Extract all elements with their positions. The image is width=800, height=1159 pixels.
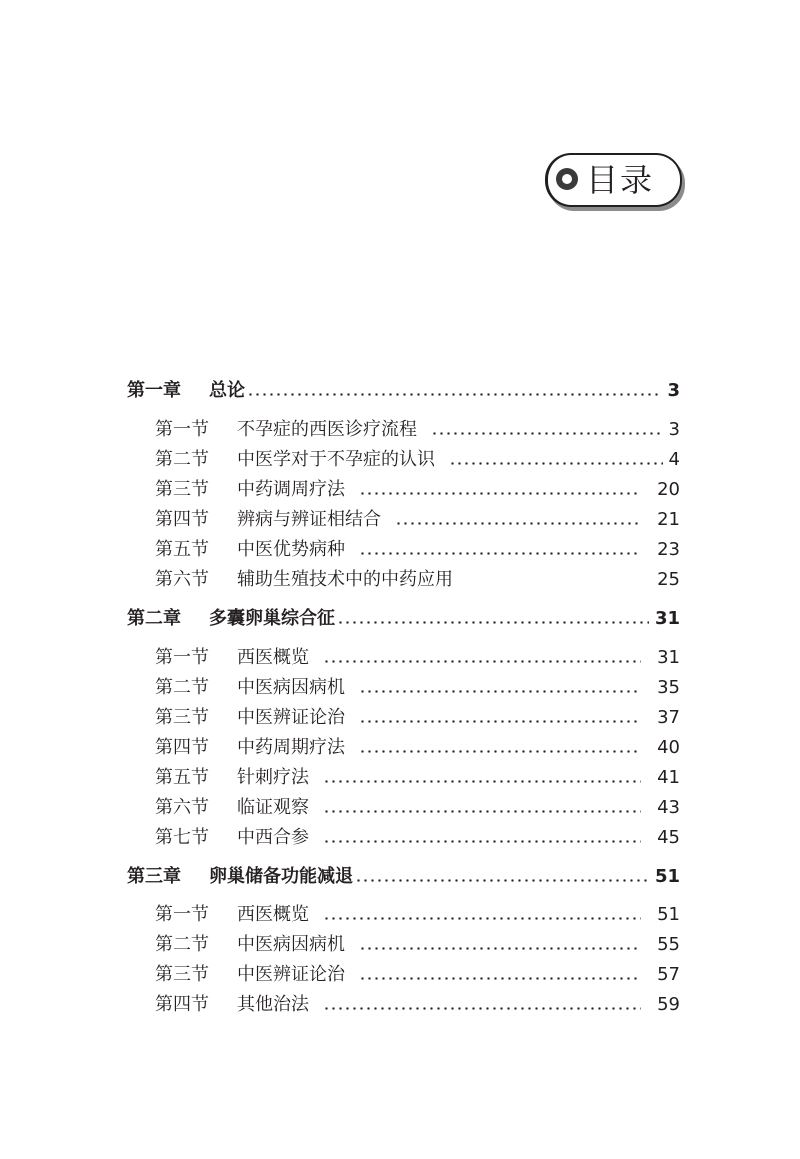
section-number: 第三节: [155, 707, 209, 728]
page-number: 37: [657, 707, 680, 728]
chapter-number: 第三章: [127, 866, 181, 887]
section-title: 西医概览: [237, 647, 309, 668]
page-number: 4: [668, 449, 680, 470]
toc-chapter-3[interactable]: [127, 862, 680, 892]
toc-chapter-1[interactable]: [127, 376, 680, 406]
chapter-title: 总论: [209, 380, 245, 401]
dot-leader: [323, 1007, 641, 1010]
section-title: 中医病因病机: [237, 677, 345, 698]
page-number: 41: [657, 767, 680, 788]
page-number: 51: [657, 904, 680, 925]
bullet-icon: [556, 168, 578, 190]
toc-section[interactable]: [155, 990, 680, 1020]
page-number: 51: [654, 866, 680, 887]
dot-leader: [359, 947, 641, 950]
dot-leader: [323, 780, 641, 783]
page-title: 目录: [586, 161, 655, 199]
section-number: 第二节: [155, 677, 209, 698]
toc-section[interactable]: [155, 643, 680, 673]
section-title: 中药调周疗法: [237, 479, 345, 500]
section-number: 第四节: [155, 737, 209, 758]
dot-leader: [359, 720, 641, 723]
dot-leader: [395, 522, 641, 525]
toc-chapter-2[interactable]: [127, 604, 680, 634]
section-number: 第二节: [155, 449, 209, 470]
page-number: 31: [654, 608, 680, 629]
dot-leader: [337, 621, 649, 624]
section-title: 中医辨证论治: [237, 707, 345, 728]
toc-section[interactable]: [155, 733, 680, 763]
page-number: 35: [657, 677, 680, 698]
page-number: 43: [657, 797, 680, 818]
section-title: 辅助生殖技术中的中药应用: [237, 569, 453, 590]
dot-leader: [431, 432, 663, 435]
section-title: 中药周期疗法: [237, 737, 345, 758]
section-number: 第一节: [155, 419, 209, 440]
section-title: 中医学对于不孕症的认识: [237, 449, 435, 470]
section-number: 第三节: [155, 479, 209, 500]
toc-section[interactable]: [155, 565, 680, 595]
section-title: 不孕症的西医诊疗流程: [237, 419, 417, 440]
page-number: 3: [667, 380, 680, 401]
section-title: 中西合参: [237, 827, 309, 848]
page-number: 40: [657, 737, 680, 758]
chapter-title: 多囊卵巢综合征: [209, 608, 335, 629]
section-title: 西医概览: [237, 904, 309, 925]
toc-section[interactable]: [155, 505, 680, 535]
toc-section[interactable]: [155, 930, 680, 960]
section-number: 第四节: [155, 509, 209, 530]
section-title: 中医病因病机: [237, 934, 345, 955]
chapter-number: 第一章: [127, 380, 181, 401]
section-number: 第五节: [155, 539, 209, 560]
section-title: 中医辨证论治: [237, 964, 345, 985]
section-title: 其他治法: [237, 994, 309, 1015]
page-number: 57: [657, 964, 680, 985]
section-number: 第六节: [155, 569, 209, 590]
section-number: 第三节: [155, 964, 209, 985]
toc-section[interactable]: [155, 900, 680, 930]
section-number: 第四节: [155, 994, 209, 1015]
section-title: 临证观察: [237, 797, 309, 818]
dot-leader: [323, 917, 641, 920]
dot-leader: [449, 462, 663, 465]
section-title: 中医优势病种: [237, 539, 345, 560]
dot-leader: [355, 879, 649, 882]
toc-section[interactable]: [155, 415, 680, 445]
dot-leader: [323, 660, 641, 663]
dot-leader: [359, 977, 641, 980]
page-number: 20: [657, 479, 680, 500]
section-number: 第六节: [155, 797, 209, 818]
chapter-number: 第二章: [127, 608, 181, 629]
section-title: 针刺疗法: [237, 767, 309, 788]
toc-section[interactable]: [155, 475, 680, 505]
toc-section[interactable]: [155, 703, 680, 733]
toc-title-badge: [545, 153, 682, 207]
dot-leader: [247, 393, 661, 396]
toc-section[interactable]: [155, 445, 680, 475]
toc-section[interactable]: [155, 763, 680, 793]
section-number: 第一节: [155, 904, 209, 925]
toc-section[interactable]: [155, 823, 680, 853]
section-number: 第七节: [155, 827, 209, 848]
page-number: 21: [657, 509, 680, 530]
page-number: 3: [668, 419, 680, 440]
section-number: 第五节: [155, 767, 209, 788]
toc-section[interactable]: [155, 535, 680, 565]
dot-leader: [323, 840, 641, 843]
page-number: 45: [657, 827, 680, 848]
page-number: 31: [657, 647, 680, 668]
dot-leader: [359, 492, 641, 495]
page-number: 25: [657, 569, 680, 590]
section-number: 第二节: [155, 934, 209, 955]
dot-leader: [359, 690, 641, 693]
toc-section[interactable]: [155, 673, 680, 703]
dot-leader: [323, 810, 641, 813]
page-number: 23: [657, 539, 680, 560]
section-number: 第一节: [155, 647, 209, 668]
dot-leader: [359, 552, 641, 555]
chapter-title: 卵巢储备功能减退: [209, 866, 353, 887]
page-number: 55: [657, 934, 680, 955]
toc-section[interactable]: [155, 960, 680, 990]
section-title: 辨病与辨证相结合: [237, 509, 381, 530]
toc-section[interactable]: [155, 793, 680, 823]
page-number: 59: [657, 994, 680, 1015]
dot-leader: [359, 750, 641, 753]
